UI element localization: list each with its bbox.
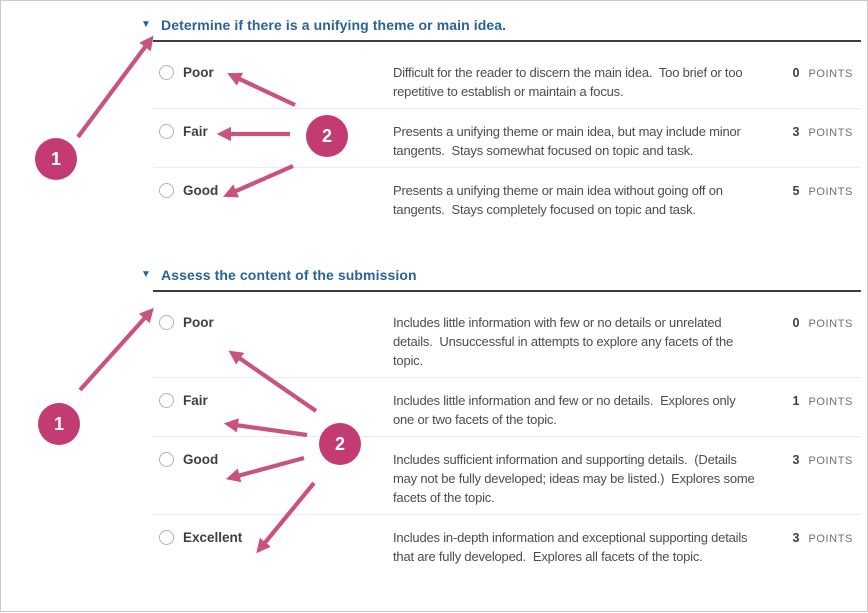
rubric-section-theme xyxy=(1,16,867,226)
points-label: POINTS xyxy=(808,318,853,330)
points-value: 0 xyxy=(792,316,800,330)
points-cell xyxy=(755,63,861,84)
points-value: 3 xyxy=(792,453,800,467)
annotation-callout-1: 1 xyxy=(38,403,80,445)
points-cell xyxy=(755,450,861,471)
annotation-callout-1: 1 xyxy=(35,138,77,180)
rating-rows xyxy=(153,42,861,226)
points-label: POINTS xyxy=(808,396,853,408)
choice-description: Includes little information and few or no details. Explores only one or two facets of the topic. xyxy=(393,393,739,427)
rating-row-poor xyxy=(153,42,861,108)
choice-label[interactable]: Good xyxy=(183,183,219,198)
collapse-caret-icon[interactable]: ▼ xyxy=(141,19,151,30)
radio-button[interactable] xyxy=(159,393,174,408)
choice-description: Includes sufficient information and supporting details. (Details may not be fully developed; ideas may be listed.) Explores some facets of the topic. xyxy=(393,452,758,505)
choice-label[interactable]: Fair xyxy=(183,124,208,139)
points-cell xyxy=(755,181,861,202)
points-value: 3 xyxy=(792,531,800,545)
points-label: POINTS xyxy=(808,186,853,198)
points-cell xyxy=(755,528,861,549)
radio-button[interactable] xyxy=(159,183,174,198)
points-value: 0 xyxy=(792,66,800,80)
section-title: Assess the content of the submission xyxy=(161,267,417,283)
radio-button[interactable] xyxy=(159,315,174,330)
radio-button[interactable] xyxy=(159,530,174,545)
rating-row-excellent xyxy=(153,514,861,573)
choice-label[interactable]: Good xyxy=(183,452,219,467)
points-label: POINTS xyxy=(808,455,853,467)
choice-label[interactable]: Fair xyxy=(183,393,208,408)
rating-rows xyxy=(153,292,861,573)
choice-description: Includes in-depth information and exceptional supporting details that are fully developed. Explores all facets of the topic. xyxy=(393,530,751,564)
rubric-section-content xyxy=(1,266,867,573)
choice-description: Presents a unifying theme or main idea without going off on tangents. Stays completely focused on topic and task. xyxy=(393,183,727,217)
radio-button[interactable] xyxy=(159,65,174,80)
points-cell xyxy=(755,122,861,143)
radio-button[interactable] xyxy=(159,452,174,467)
rating-row-good xyxy=(153,436,861,514)
choice-label[interactable]: Poor xyxy=(183,65,214,80)
points-label: POINTS xyxy=(808,68,853,80)
points-value: 1 xyxy=(792,394,800,408)
rating-row-fair xyxy=(153,108,861,167)
annotation-callout-2: 2 xyxy=(319,423,361,465)
rating-row-fair xyxy=(153,377,861,436)
choice-description: Includes little information with few or no details or unrelated details. Unsuccessful in attempts to explore any facets of the topic. xyxy=(393,315,737,368)
section-header[interactable] xyxy=(141,16,861,34)
choice-label[interactable]: Excellent xyxy=(183,530,243,545)
points-cell xyxy=(755,391,861,412)
points-label: POINTS xyxy=(808,127,853,139)
choice-label[interactable]: Poor xyxy=(183,315,214,330)
points-cell xyxy=(755,313,861,334)
radio-button[interactable] xyxy=(159,124,174,139)
points-label: POINTS xyxy=(808,533,853,545)
choice-description: Difficult for the reader to discern the main idea. Too brief or too repetitive to establish or maintain a focus. xyxy=(393,65,746,99)
points-value: 5 xyxy=(792,184,800,198)
section-header[interactable] xyxy=(141,266,861,284)
points-value: 3 xyxy=(792,125,800,139)
choice-description: Presents a unifying theme or main idea, but may include minor tangents. Stays somewhat focused on topic and task. xyxy=(393,124,745,158)
rating-row-good xyxy=(153,167,861,226)
rating-row-poor xyxy=(153,292,861,377)
annotation-callout-2: 2 xyxy=(306,115,348,157)
collapse-caret-icon[interactable]: ▼ xyxy=(141,269,151,280)
section-title: Determine if there is a unifying theme or main idea. xyxy=(161,17,507,33)
